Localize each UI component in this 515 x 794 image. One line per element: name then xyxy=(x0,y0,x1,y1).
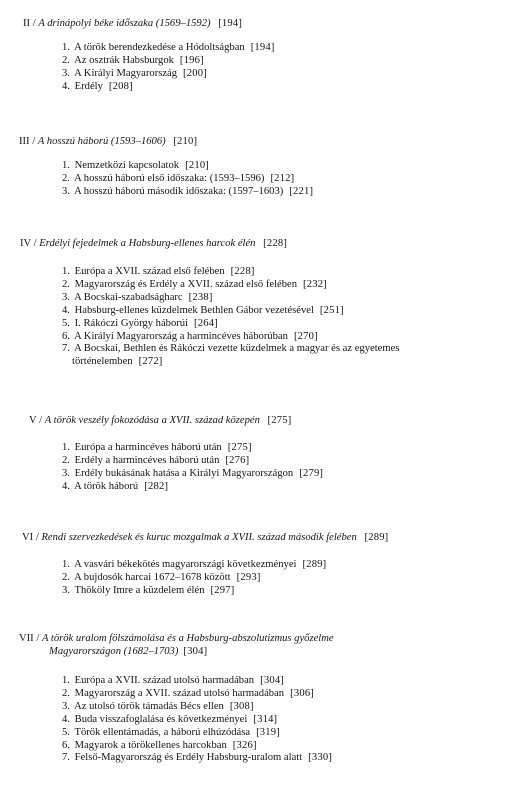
chapter-item xyxy=(62,292,399,305)
chapter-title: Erdély xyxy=(74,80,103,92)
section-heading xyxy=(0,531,515,544)
chapter-item xyxy=(62,81,275,94)
chapter-page-number: [304] xyxy=(260,675,285,686)
chapter-page-number: [306] xyxy=(290,687,315,699)
section-number: VI / xyxy=(22,532,39,543)
chapter-page-number: [297] xyxy=(210,584,235,596)
chapter-item xyxy=(62,585,326,598)
chapter-item xyxy=(62,442,323,455)
chapter-page-number: [212] xyxy=(270,172,295,184)
chapter-list xyxy=(62,160,313,199)
chapter-page-number: [293] xyxy=(236,571,261,583)
section-iv xyxy=(0,237,515,368)
chapter-title-line2: történelemben xyxy=(72,356,133,368)
chapter-number: 3. xyxy=(62,700,70,712)
chapter-number: 5. xyxy=(62,726,70,738)
chapter-page-number: [200] xyxy=(183,67,207,79)
section-title: Rendi szervezkedések és kuruc mozgalmak a XVII. század második felében xyxy=(41,532,357,543)
chapter-title: A Királyi Magyarország a harmincéves háborúban xyxy=(74,330,288,342)
chapter-number: 5. xyxy=(62,317,70,329)
chapter-page-number: [238] xyxy=(188,291,213,303)
chapter-item xyxy=(62,481,323,494)
chapter-number: 2. xyxy=(62,172,70,184)
chapter-item xyxy=(62,752,332,765)
section-iii xyxy=(0,135,515,197)
chapter-item xyxy=(62,331,399,344)
chapter-number: 6. xyxy=(62,330,70,342)
chapter-item xyxy=(62,727,332,740)
chapter-item xyxy=(62,675,332,688)
chapter-title: A hosszú háború második időszaka: (1597–1603) xyxy=(74,185,284,197)
chapter-page-number: [194] xyxy=(250,42,275,53)
section-title: A hosszú háború (1593–1606) xyxy=(37,136,166,147)
chapter-page-number: [279] xyxy=(299,467,324,479)
chapter-number: 4. xyxy=(62,713,70,725)
chapter-page-number: [264] xyxy=(194,317,218,329)
chapter-item xyxy=(62,701,332,714)
chapter-list xyxy=(62,675,332,765)
chapter-item xyxy=(62,160,313,173)
section-title-line2: Magyarországon (1682–1703) xyxy=(49,646,179,657)
chapter-number: 4. xyxy=(62,80,70,92)
chapter-page-number: [208] xyxy=(108,80,133,92)
chapter-item xyxy=(62,572,326,585)
chapter-title: Európa a XVII. század utolsó harmadában xyxy=(74,675,255,686)
chapter-title: Felső-Magyarország és Erdély Habsburg-uralom alatt xyxy=(74,752,303,764)
chapter-page-number: [314] xyxy=(253,713,278,725)
section-page-number: [228] xyxy=(263,238,288,249)
chapter-title: Erdély bukásának hatása a Királyi Magyarországon xyxy=(74,467,294,479)
section-heading xyxy=(0,414,515,427)
section-vi xyxy=(0,531,515,596)
chapter-item xyxy=(62,318,399,331)
chapter-title: Magyarok a törökellenes harcokban xyxy=(74,739,227,751)
section-title: A török uralom fölszámolása és a Habsburg-abszolutizmus győzelme xyxy=(41,633,334,644)
chapter-item xyxy=(62,173,313,186)
chapter-title: Európa a harmincéves háború után xyxy=(74,442,222,453)
chapter-page-number: [282] xyxy=(144,480,169,492)
chapter-title: A török berendezkedése a Hódoltságban xyxy=(74,42,245,53)
chapter-page-number: [210] xyxy=(185,160,210,171)
chapter-title: Az utolsó török támadás Bécs ellen xyxy=(74,700,224,712)
chapter-number: 1. xyxy=(62,675,70,686)
section-heading xyxy=(0,135,515,148)
chapter-item xyxy=(62,559,326,572)
chapter-item xyxy=(62,305,399,318)
chapter-number: 1. xyxy=(62,42,70,53)
section-number: V / xyxy=(29,415,43,426)
section-v xyxy=(0,414,515,492)
chapter-number: 2. xyxy=(62,571,70,583)
section-page-number: [194] xyxy=(218,18,243,29)
chapter-number: 3. xyxy=(62,67,70,79)
chapter-number: 7. xyxy=(62,343,70,355)
section-heading xyxy=(0,17,515,30)
section-number: II / xyxy=(23,18,36,29)
section-heading xyxy=(0,237,515,250)
section-page-number: [275] xyxy=(267,415,292,426)
chapter-title: Magyarország és Erdély a XVII. század első felében xyxy=(74,278,298,290)
section-vii xyxy=(0,632,515,764)
section-title-continuation xyxy=(19,645,515,658)
chapter-page-number: [228] xyxy=(230,266,255,277)
chapter-title: Erdély a harmincéves háború után xyxy=(74,454,220,466)
chapter-page-number: [308] xyxy=(229,700,254,712)
chapter-title: A török háború xyxy=(74,480,139,492)
chapter-title: Thököly Imre a küzdelem élén xyxy=(74,584,205,596)
chapter-page-number: [196] xyxy=(179,54,204,66)
section-title: Erdélyi fejedelmek a Habsburg-ellenes harcok élén xyxy=(39,238,256,249)
section-title: A drinápolyi béke időszaka (1569–1592) xyxy=(38,18,211,29)
section-page-number: [210] xyxy=(173,136,198,147)
chapter-page-number: [270] xyxy=(293,330,318,342)
chapter-title: Európa a XVII. század első felében xyxy=(74,266,225,277)
chapter-list xyxy=(62,42,275,94)
chapter-item xyxy=(62,55,275,68)
chapter-page-number: [276] xyxy=(225,454,250,466)
chapter-number: 2. xyxy=(62,454,70,466)
chapter-page-number: [326] xyxy=(232,739,257,751)
chapter-number: 1. xyxy=(62,559,70,570)
chapter-item xyxy=(62,68,275,81)
chapter-number: 2. xyxy=(62,278,70,290)
chapter-number: 2. xyxy=(62,687,70,699)
chapter-item xyxy=(62,343,399,369)
chapter-title: A Bocskai, Bethlen és Rákóczi vezette küzdelmek a magyar és az egyetemes xyxy=(74,343,400,355)
chapter-title: Buda visszafoglalása és következményei xyxy=(74,713,248,725)
chapter-title: Nemzetközi kapcsolatok xyxy=(74,160,180,171)
section-title: A török veszély fokozódása a XVII. század közepén xyxy=(44,415,260,426)
chapter-item xyxy=(62,468,323,481)
chapter-title: Magyarország a XVII. század utolsó harmadában xyxy=(74,687,285,699)
chapter-page-number: [289] xyxy=(302,559,327,570)
chapter-number: 3. xyxy=(62,467,70,479)
chapter-page-number: [275] xyxy=(227,442,252,453)
chapter-number: 3. xyxy=(62,291,70,303)
chapter-title: A bujdosók harcai 1672–1678 között xyxy=(74,571,231,583)
chapter-number: 3. xyxy=(62,584,70,596)
chapter-item xyxy=(62,455,323,468)
chapter-number: 4. xyxy=(62,480,70,492)
chapter-title-continuation xyxy=(62,356,399,369)
chapter-item xyxy=(62,688,332,701)
chapter-title: A vasvári békekötés magyarországi következményei xyxy=(74,559,297,570)
chapter-item xyxy=(62,186,313,199)
chapter-title: A hosszú háború első időszaka: (1593–1596) xyxy=(74,172,265,184)
chapter-number: 1. xyxy=(62,266,70,277)
section-number: IV / xyxy=(20,238,37,249)
chapter-title: Török ellentámadás, a háború elhúzódása xyxy=(74,726,251,738)
section-heading xyxy=(0,632,515,658)
section-number: III / xyxy=(19,136,36,147)
chapter-number: 1. xyxy=(62,442,70,453)
chapter-list xyxy=(62,559,326,598)
chapter-title: Az osztrák Habsburgok xyxy=(74,54,174,66)
chapter-item xyxy=(62,714,332,727)
chapter-page-number: [232] xyxy=(303,278,327,290)
chapter-page-number: [319] xyxy=(256,726,281,738)
chapter-page-number: [221] xyxy=(289,185,314,197)
chapter-title: A Királyi Magyarország xyxy=(74,67,178,79)
section-number: VII / xyxy=(19,633,40,644)
chapter-number: 7. xyxy=(62,752,70,764)
section-ii xyxy=(0,17,515,92)
chapter-page-number: [272] xyxy=(138,356,163,368)
section-page-number: [304] xyxy=(183,646,208,657)
chapter-item xyxy=(62,42,275,55)
chapter-title: I. Rákóczi György háborúi xyxy=(74,317,189,329)
chapter-item xyxy=(62,740,332,753)
chapter-number: 1. xyxy=(62,160,70,171)
chapter-list xyxy=(62,442,323,494)
chapter-item xyxy=(62,266,399,279)
chapter-title: A Bocskai-szabadságharc xyxy=(74,291,183,303)
chapter-number: 4. xyxy=(62,304,70,316)
chapter-title: Habsburg-ellenes küzdelmek Bethlen Gábor vezetésével xyxy=(74,304,314,316)
chapter-item xyxy=(62,279,399,292)
chapter-number: 2. xyxy=(62,54,70,66)
chapter-list xyxy=(62,266,399,369)
chapter-page-number: [251] xyxy=(319,304,344,316)
chapter-number: 6. xyxy=(62,739,70,751)
chapter-page-number: [330] xyxy=(308,752,333,764)
chapter-number: 3. xyxy=(62,185,70,197)
section-page-number: [289] xyxy=(364,532,389,543)
